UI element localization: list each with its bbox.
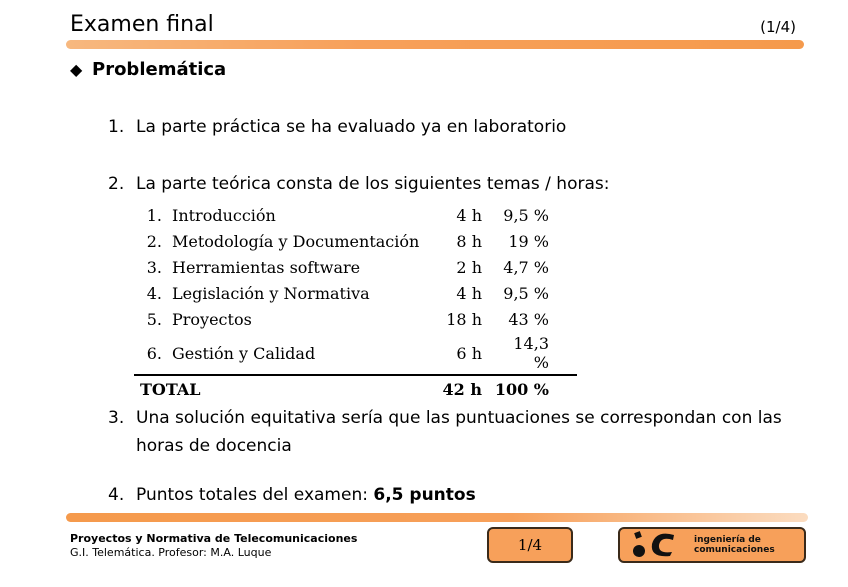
row-topic: Herramientas software <box>172 257 361 277</box>
item-text-prefix: Puntos totales del examen: <box>136 485 374 505</box>
item-text-bold: 6,5 puntos <box>373 485 476 505</box>
row-hours: 4 h <box>456 283 482 303</box>
table-row <box>134 228 577 254</box>
item-number: 3. <box>108 408 125 428</box>
section-heading-text: Problemática <box>92 59 227 80</box>
footer-author: G.I. Telemática. Profesor: M.A. Luque <box>70 546 272 559</box>
footer-info <box>70 532 357 560</box>
item-text-line1: Una solución equitativa sería que las puntuaciones se correspondan con las <box>136 408 782 428</box>
list-item-2 <box>108 170 609 198</box>
footer-page-box <box>487 527 573 563</box>
total-label: TOTAL <box>134 375 436 402</box>
row-pct: 14,3 % <box>513 334 549 372</box>
table-row <box>134 306 577 332</box>
table-row <box>134 332 577 375</box>
top-divider-bar <box>66 40 804 49</box>
row-pct: 4,7 % <box>503 257 549 277</box>
item-text <box>136 404 782 460</box>
list-item-4 <box>108 481 476 509</box>
footer-page-number: 1/4 <box>517 536 543 554</box>
logo-text <box>694 535 775 555</box>
total-hours: 42 h <box>436 375 488 402</box>
row-number: 2. <box>146 231 162 251</box>
row-hours: 8 h <box>456 231 482 251</box>
list-item-3 <box>108 404 782 460</box>
row-number: 5. <box>146 309 162 329</box>
item-text-line2: horas de docencia <box>136 436 292 456</box>
table-row <box>134 280 577 306</box>
row-topic: Metodología y Documentación <box>172 231 420 251</box>
row-hours: 6 h <box>456 343 482 363</box>
item-text: La parte práctica se ha evaluado ya en laboratorio <box>136 117 567 137</box>
row-number: 3. <box>146 257 162 277</box>
row-pct: 19 % <box>508 231 549 251</box>
row-pct: 9,5 % <box>503 205 549 225</box>
footer-logo-box <box>618 527 806 563</box>
row-pct: 9,5 % <box>503 283 549 303</box>
total-pct: 100 % <box>488 375 577 402</box>
item-number: 4. <box>108 485 125 505</box>
item-number: 2. <box>108 174 125 194</box>
slide-title: Examen final <box>70 12 214 37</box>
diamond-bullet-icon: ◆ <box>70 60 83 79</box>
logo-text-line1: ingeniería de <box>694 535 761 545</box>
row-topic: Gestión y Calidad <box>172 343 316 363</box>
page-counter: (1/4) <box>760 18 796 36</box>
topics-table <box>134 202 577 402</box>
row-number: 6. <box>146 343 162 363</box>
table-total-row <box>134 375 577 402</box>
section-heading <box>70 59 226 80</box>
row-hours: 18 h <box>446 309 482 329</box>
row-topic: Introducción <box>172 205 276 225</box>
ic-logo-icon <box>630 530 680 560</box>
list-item-1 <box>108 113 566 141</box>
table-row <box>134 202 577 228</box>
row-number: 1. <box>146 205 162 225</box>
row-hours: 4 h <box>456 205 482 225</box>
bottom-divider-bar <box>66 513 808 522</box>
row-hours: 2 h <box>456 257 482 277</box>
row-pct: 43 % <box>508 309 549 329</box>
row-number: 4. <box>146 283 162 303</box>
row-topic: Proyectos <box>172 309 252 329</box>
logo-text-line2: comunicaciones <box>694 545 775 555</box>
item-text <box>136 481 476 509</box>
item-number: 1. <box>108 117 125 137</box>
item-text: La parte teórica consta de los siguientes temas / horas: <box>136 174 610 194</box>
row-topic: Legislación y Normativa <box>172 283 370 303</box>
footer-course: Proyectos y Normativa de Telecomunicaciones <box>70 532 358 545</box>
table-row <box>134 254 577 280</box>
